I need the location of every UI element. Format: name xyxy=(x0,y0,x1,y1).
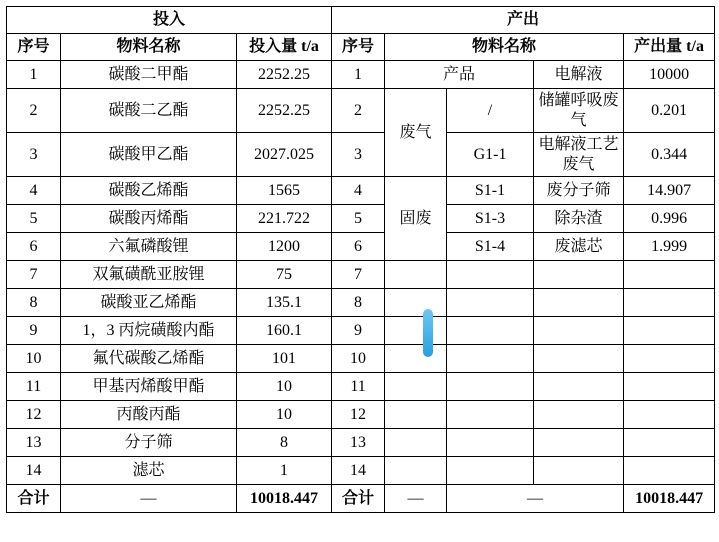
output-qty: 0.344 xyxy=(624,133,715,177)
input-material: 碳酸丙烯酯 xyxy=(61,205,237,233)
output-category-product: 产品 xyxy=(385,61,534,89)
input-seq: 9 xyxy=(7,317,61,345)
empty-cell xyxy=(624,317,715,345)
empty-cell xyxy=(447,345,534,373)
empty-cell xyxy=(534,261,624,289)
empty-cell xyxy=(534,345,624,373)
output-material: 除杂渣 xyxy=(534,205,624,233)
output-seq: 11 xyxy=(332,373,385,401)
input-seq: 6 xyxy=(7,233,61,261)
input-seq: 4 xyxy=(7,177,61,205)
output-material: 电解液工艺废气 xyxy=(534,133,624,177)
empty-cell xyxy=(624,429,715,457)
input-seq: 3 xyxy=(7,133,61,177)
output-qty: 10000 xyxy=(624,61,715,89)
input-qty: 1200 xyxy=(237,233,332,261)
input-seq: 7 xyxy=(7,261,61,289)
input-qty: 135.1 xyxy=(237,289,332,317)
input-qty: 10 xyxy=(237,373,332,401)
empty-cell xyxy=(385,317,447,345)
input-seq-header: 序号 xyxy=(7,34,61,61)
table-row xyxy=(7,89,715,133)
table-row xyxy=(7,133,715,177)
input-material: 双氟磺酰亚胺锂 xyxy=(61,261,237,289)
empty-cell xyxy=(534,373,624,401)
input-material: 碳酸二甲酯 xyxy=(61,61,237,89)
output-group-title: 产出 xyxy=(332,7,715,34)
table-row xyxy=(7,345,715,373)
empty-cell xyxy=(385,261,447,289)
output-seq: 7 xyxy=(332,261,385,289)
empty-cell xyxy=(624,401,715,429)
input-group-title: 投入 xyxy=(7,7,332,34)
input-qty: 2252.25 xyxy=(237,89,332,133)
empty-cell xyxy=(624,261,715,289)
column-header-row xyxy=(7,34,715,61)
input-seq: 11 xyxy=(7,373,61,401)
empty-cell xyxy=(385,429,447,457)
table-row xyxy=(7,317,715,345)
output-seq: 12 xyxy=(332,401,385,429)
input-seq: 13 xyxy=(7,429,61,457)
table-row xyxy=(7,401,715,429)
input-material: 六氟磷酸锂 xyxy=(61,233,237,261)
input-material: 碳酸甲乙酯 xyxy=(61,133,237,177)
empty-cell xyxy=(447,317,534,345)
empty-cell xyxy=(385,345,447,373)
empty-cell xyxy=(534,429,624,457)
input-qty-header: 投入量 t/a xyxy=(237,34,332,61)
empty-cell xyxy=(624,457,715,485)
empty-cell xyxy=(385,373,447,401)
output-code: S1-3 xyxy=(447,205,534,233)
input-seq: 2 xyxy=(7,89,61,133)
output-total-value: 10018.447 xyxy=(624,485,715,513)
input-qty: 2252.25 xyxy=(237,61,332,89)
output-qty-header: 产出量 t/a xyxy=(624,34,715,61)
empty-cell xyxy=(385,401,447,429)
input-seq: 5 xyxy=(7,205,61,233)
output-seq: 5 xyxy=(332,205,385,233)
output-seq: 14 xyxy=(332,457,385,485)
table-row xyxy=(7,289,715,317)
output-code: / xyxy=(447,89,534,133)
input-total-value: 10018.447 xyxy=(237,485,332,513)
input-material: 甲基丙烯酸甲酯 xyxy=(61,373,237,401)
input-material: 1，3 丙烷磺酸内酯 xyxy=(61,317,237,345)
empty-cell xyxy=(447,261,534,289)
empty-cell xyxy=(624,289,715,317)
output-qty: 14.907 xyxy=(624,177,715,205)
input-material: 氟代碳酸乙烯酯 xyxy=(61,345,237,373)
input-total-dash: — xyxy=(61,485,237,513)
total-row xyxy=(7,485,715,513)
output-seq: 3 xyxy=(332,133,385,177)
input-seq: 12 xyxy=(7,401,61,429)
input-material: 丙酸丙酯 xyxy=(61,401,237,429)
input-material: 滤芯 xyxy=(61,457,237,485)
output-seq: 4 xyxy=(332,177,385,205)
input-seq: 8 xyxy=(7,289,61,317)
table-row xyxy=(7,61,715,89)
empty-cell xyxy=(624,345,715,373)
output-total-category-dash: — xyxy=(385,485,447,513)
output-material: 废滤芯 xyxy=(534,233,624,261)
output-seq: 8 xyxy=(332,289,385,317)
output-qty: 1.999 xyxy=(624,233,715,261)
empty-cell xyxy=(447,289,534,317)
empty-cell xyxy=(534,317,624,345)
output-total-label: 合计 xyxy=(332,485,385,513)
empty-cell xyxy=(534,457,624,485)
output-qty: 0.201 xyxy=(624,89,715,133)
output-category-gas: 废气 xyxy=(385,89,447,177)
output-code: S1-4 xyxy=(447,233,534,261)
output-seq: 9 xyxy=(332,317,385,345)
input-qty: 221.722 xyxy=(237,205,332,233)
output-code: G1-1 xyxy=(447,133,534,177)
empty-cell xyxy=(385,289,447,317)
input-material-header: 物料名称 xyxy=(61,34,237,61)
empty-cell xyxy=(624,373,715,401)
output-material-header: 物料名称 xyxy=(385,34,624,61)
table-row xyxy=(7,457,715,485)
input-qty: 1565 xyxy=(237,177,332,205)
material-balance-table xyxy=(6,6,715,513)
input-seq: 14 xyxy=(7,457,61,485)
input-material: 碳酸乙烯酯 xyxy=(61,177,237,205)
output-seq: 2 xyxy=(332,89,385,133)
output-seq: 1 xyxy=(332,61,385,89)
empty-cell xyxy=(447,373,534,401)
output-category-solid: 固废 xyxy=(385,177,447,261)
output-material: 电解液 xyxy=(534,61,624,89)
output-material: 废分子筛 xyxy=(534,177,624,205)
output-seq: 13 xyxy=(332,429,385,457)
input-qty: 1 xyxy=(237,457,332,485)
output-seq: 10 xyxy=(332,345,385,373)
input-seq: 1 xyxy=(7,61,61,89)
text-cursor-handle[interactable] xyxy=(423,309,433,357)
input-qty: 160.1 xyxy=(237,317,332,345)
group-header-row xyxy=(7,7,715,34)
input-material: 分子筛 xyxy=(61,429,237,457)
input-qty: 101 xyxy=(237,345,332,373)
table-row xyxy=(7,373,715,401)
empty-cell xyxy=(385,457,447,485)
empty-cell xyxy=(447,457,534,485)
output-code: S1-1 xyxy=(447,177,534,205)
output-total-name-dash: — xyxy=(447,485,624,513)
empty-cell xyxy=(534,289,624,317)
table-row xyxy=(7,429,715,457)
table-row xyxy=(7,205,715,233)
input-qty: 10 xyxy=(237,401,332,429)
empty-cell xyxy=(447,401,534,429)
input-qty: 2027.025 xyxy=(237,133,332,177)
input-total-label: 合计 xyxy=(7,485,61,513)
output-seq-header: 序号 xyxy=(332,34,385,61)
table-row xyxy=(7,261,715,289)
table-row xyxy=(7,233,715,261)
table-row xyxy=(7,177,715,205)
input-material: 碳酸亚乙烯酯 xyxy=(61,289,237,317)
input-material: 碳酸二乙酯 xyxy=(61,89,237,133)
empty-cell xyxy=(534,401,624,429)
input-seq: 10 xyxy=(7,345,61,373)
output-seq: 6 xyxy=(332,233,385,261)
input-qty: 75 xyxy=(237,261,332,289)
empty-cell xyxy=(447,429,534,457)
output-qty: 0.996 xyxy=(624,205,715,233)
output-material: 储罐呼吸废气 xyxy=(534,89,624,133)
input-qty: 8 xyxy=(237,429,332,457)
